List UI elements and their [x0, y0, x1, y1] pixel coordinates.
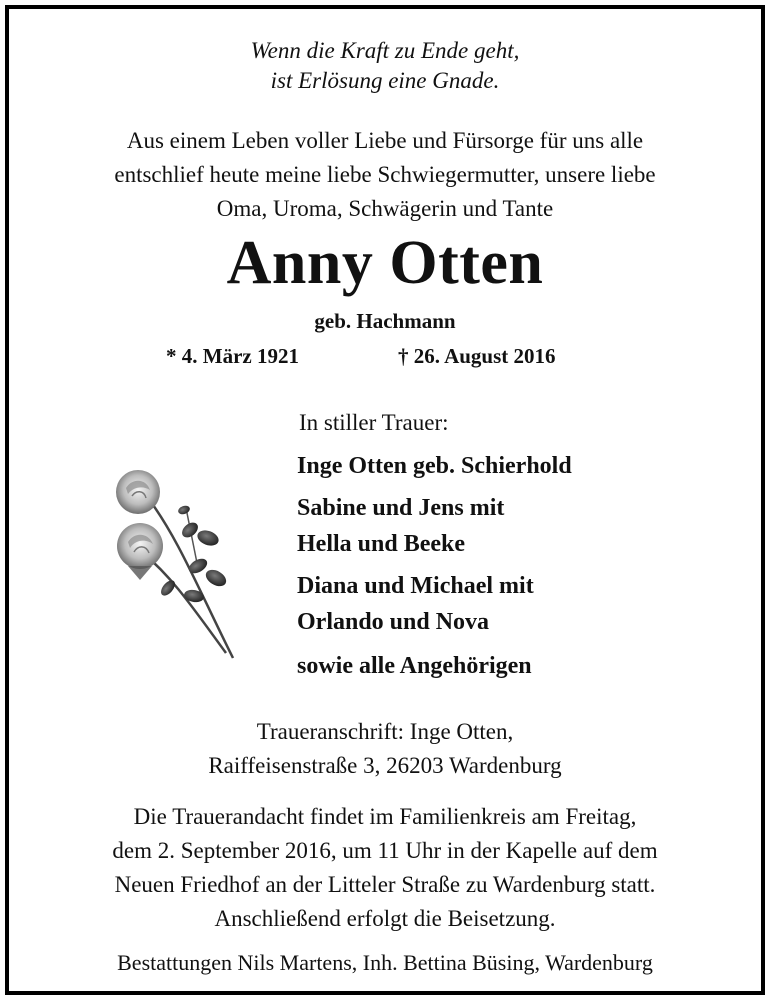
motto-line: Wenn die Kraft zu Ende geht, [250, 38, 520, 63]
service-line: Die Trauerandacht findet im Familienkreis am Freitag, [133, 804, 637, 829]
intro-line: entschlief heute meine liebe Schwiegermutter, unsere liebe [114, 162, 656, 187]
mourner-line: Sabine und Jens mit [297, 495, 505, 521]
service-line: Anschließend erfolgt die Beisetzung. [214, 906, 556, 931]
service-info [0, 800, 770, 936]
intro-line: Oma, Uroma, Schwägerin und Tante [216, 196, 554, 221]
intro-text [0, 124, 770, 226]
address-line: Raiffeisenstraße 3, 26203 Wardenburg [208, 753, 562, 778]
mourner-entry [297, 490, 504, 562]
service-line: Neuen Friedhof an der Litteler Straße zu Wardenburg statt. [114, 872, 656, 897]
intro-line: Aus einem Leben voller Liebe und Fürsorge für uns alle [126, 128, 644, 153]
mourner-entry [297, 568, 534, 640]
death-date: † 26. August 2016 [398, 344, 556, 368]
mourner-line: Orlando und Nova [297, 609, 490, 635]
mourner-line: sowie alle Angehörigen [297, 653, 532, 679]
mourner-line: Hella und Beeke [297, 531, 466, 557]
funeral-home: Bestattungen Nils Martens, Inh. Bettina Büsing, Wardenburg [117, 950, 653, 975]
motto [0, 36, 770, 96]
birth-name: geb. Hachmann [314, 309, 456, 333]
roses-icon [98, 468, 248, 663]
birth-date: * 4. März 1921 [166, 344, 299, 368]
mourner-line: Diana und Michael mit [297, 573, 534, 599]
mourners-label: In stiller Trauer: [299, 410, 449, 435]
address-line: Traueranschrift: Inge Otten, [256, 719, 514, 744]
mourner-entry [297, 448, 572, 484]
deceased-name: Anny Otten [226, 229, 544, 297]
mourner-line: Inge Otten geb. Schierhold [297, 453, 572, 479]
service-line: dem 2. September 2016, um 11 Uhr in der Kapelle auf dem [112, 838, 658, 863]
motto-line: ist Erlösung eine Gnade. [270, 68, 500, 93]
mourner-entry [297, 648, 532, 684]
mourning-address [0, 715, 770, 783]
